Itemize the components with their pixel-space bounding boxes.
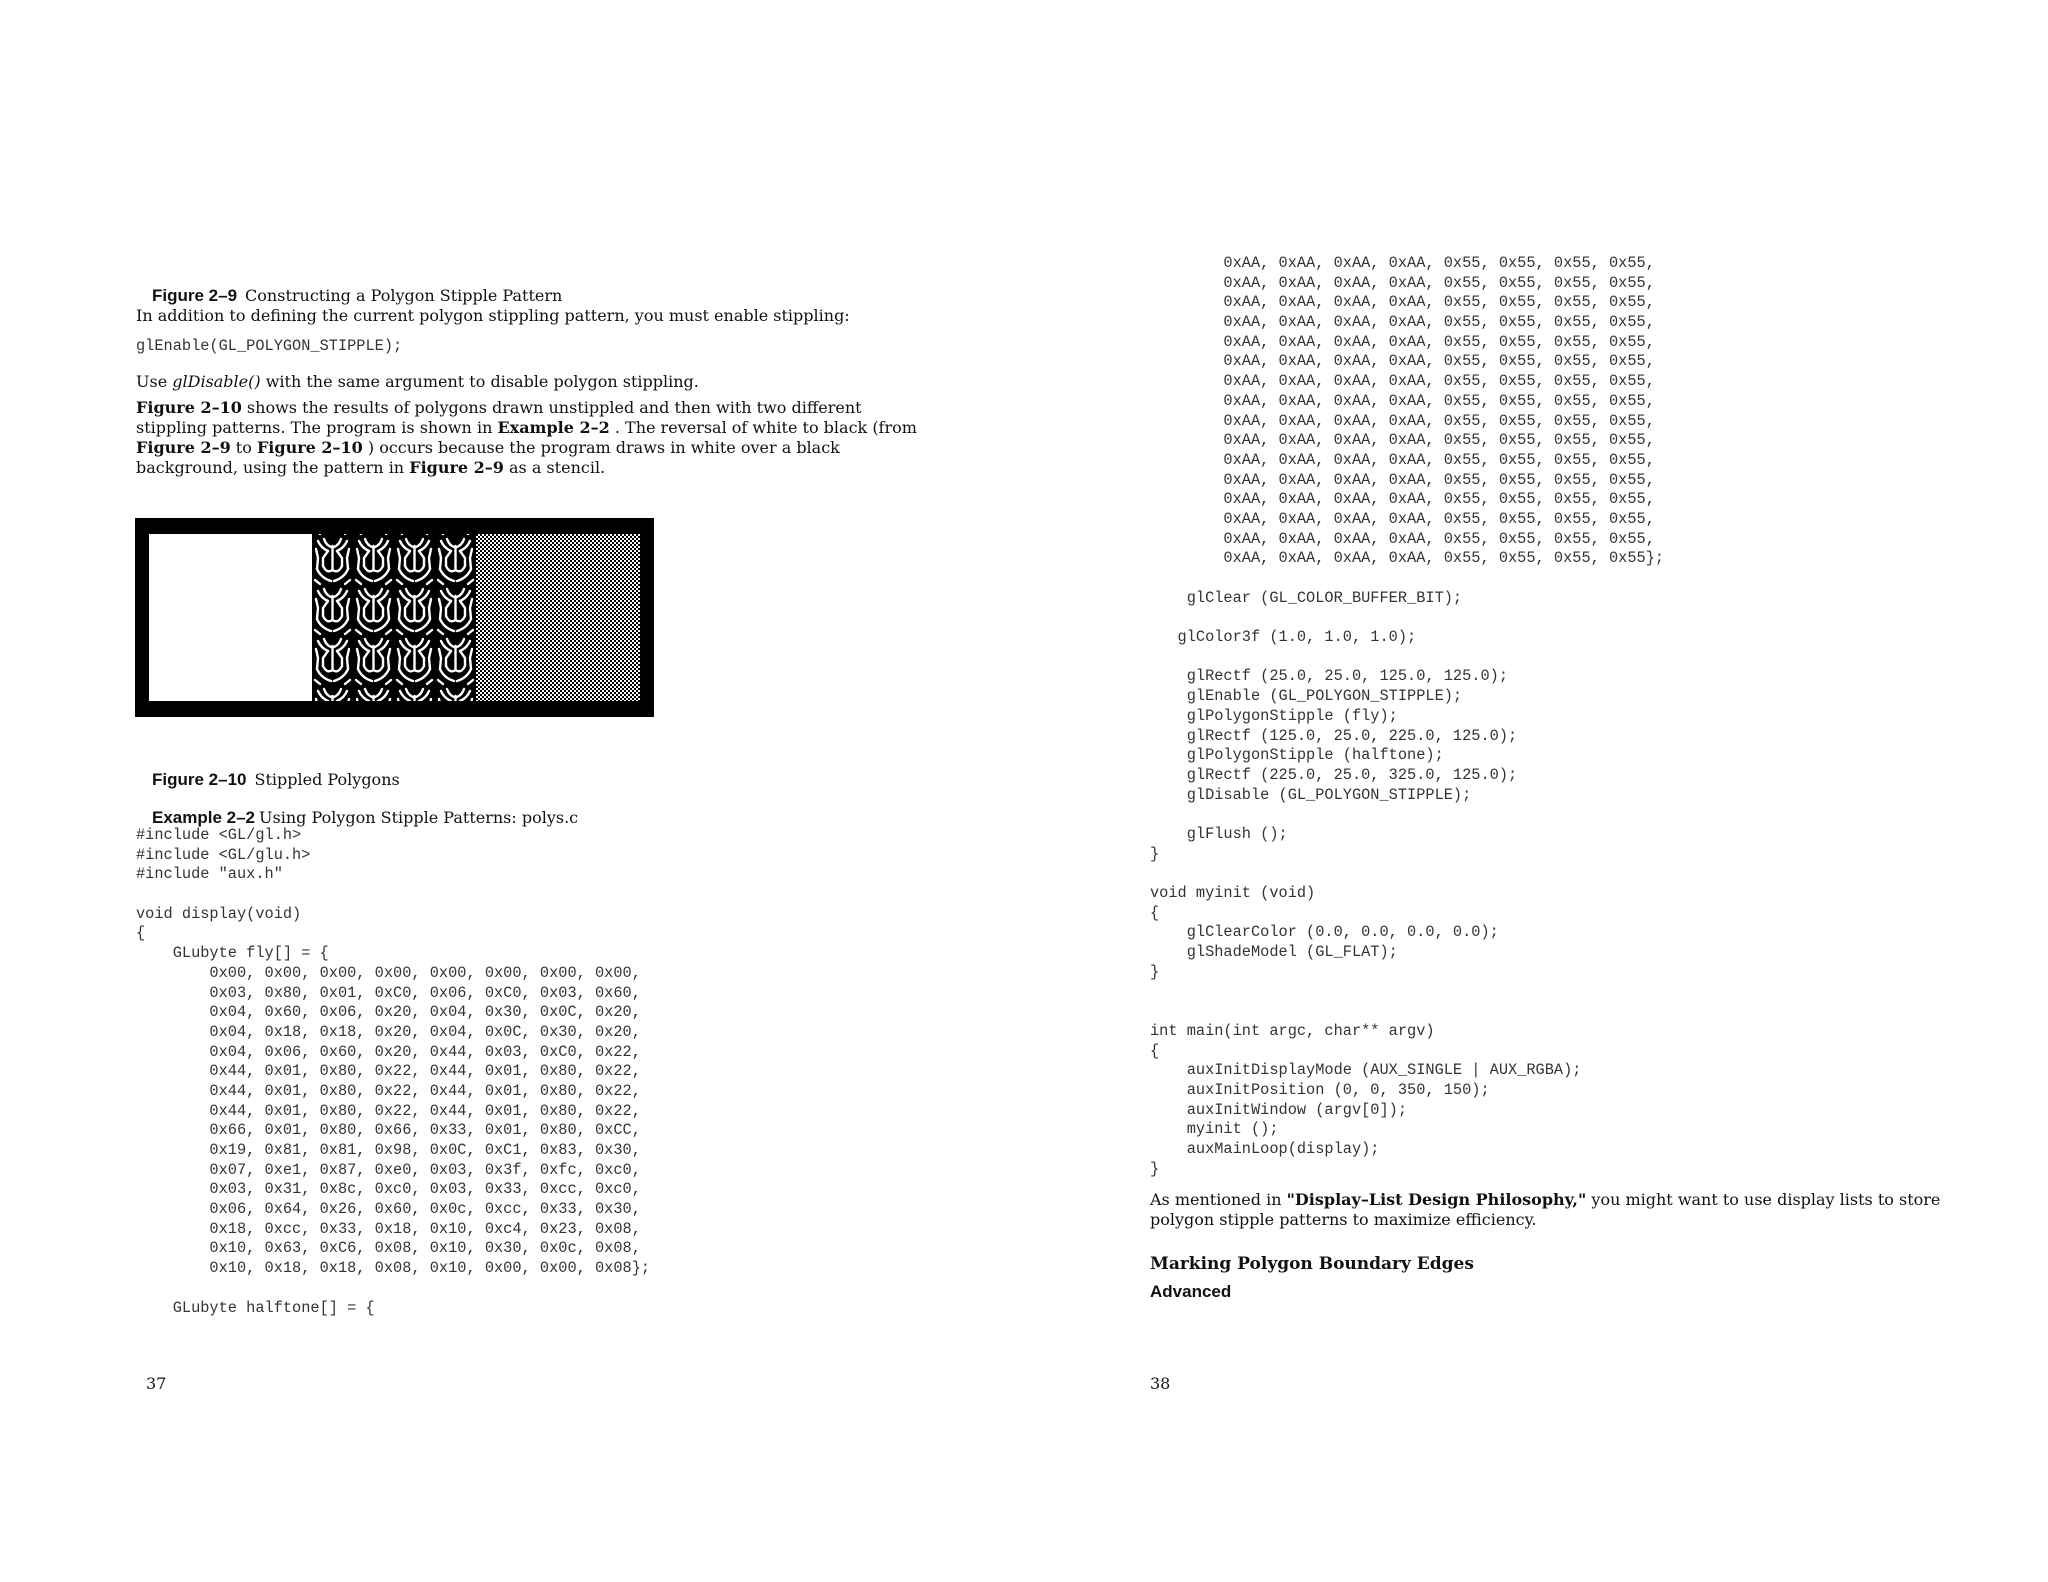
- text-segment: Use: [136, 372, 173, 391]
- paragraph-enable-stippling: In addition to defining the current polygon stippling pattern, you must enable stippling:: [136, 306, 850, 325]
- code-line: 0x03, 0x80, 0x01, 0xC0, 0x06, 0xC0, 0x03, 0x60,: [136, 983, 641, 1002]
- cross-reference: "Display–List Design Philosophy,": [1286, 1190, 1587, 1209]
- code-line: 0xAA, 0xAA, 0xAA, 0xAA, 0x55, 0x55, 0x55, 0x55};: [1150, 549, 1665, 568]
- code-line: glClear (GL_COLOR_BUFFER_BIT);: [1150, 588, 1463, 607]
- code-line: 0xAA, 0xAA, 0xAA, 0xAA, 0x55, 0x55, 0x55, 0x55,: [1150, 509, 1655, 528]
- example-label: Example 2–2: [152, 808, 256, 827]
- code-line: glRectf (25.0, 25.0, 125.0, 125.0);: [1150, 667, 1509, 686]
- function-name: glDisable(): [172, 372, 261, 391]
- halftone-stipple-polygon: [476, 534, 640, 701]
- code-line: 0x66, 0x01, 0x80, 0x66, 0x33, 0x01, 0x80, 0xCC,: [136, 1121, 641, 1140]
- code-line: [1150, 569, 1664, 589]
- text-segment: to: [230, 438, 257, 457]
- code-line: glEnable (GL_POLYGON_STIPPLE);: [1150, 687, 1463, 706]
- code-line: 0x18, 0xcc, 0x33, 0x18, 0x10, 0xc4, 0x23, 0x08,: [136, 1219, 641, 1238]
- cross-reference: Figure 2–9: [136, 438, 231, 457]
- code-line: {: [136, 924, 146, 943]
- code-line: glRectf (225.0, 25.0, 325.0, 125.0);: [1150, 765, 1518, 784]
- example-title: Using Polygon Stipple Patterns: polys.c: [259, 808, 579, 827]
- fly-pattern-image: [312, 534, 476, 701]
- code-line: [1150, 982, 1664, 1002]
- code-line: glDisable (GL_POLYGON_STIPPLE);: [1150, 785, 1472, 804]
- code-line: 0xAA, 0xAA, 0xAA, 0xAA, 0x55, 0x55, 0x55, 0x55,: [1150, 372, 1655, 391]
- text-segment: ) occurs because the program draws in white over a black background, using the pattern in: [136, 438, 840, 477]
- cross-reference: Figure 2–10: [136, 398, 242, 417]
- figure-title: Constructing a Polygon Stipple Pattern: [245, 286, 563, 305]
- code-line: glPolygonStipple (halftone);: [1150, 746, 1444, 765]
- code-line: 0x07, 0xe1, 0x87, 0xe0, 0x03, 0x3f, 0xfc, 0xc0,: [136, 1160, 641, 1179]
- code-line: 0xAA, 0xAA, 0xAA, 0xAA, 0x55, 0x55, 0x55, 0x55,: [1150, 254, 1655, 272]
- text-segment: with the same argument to disable polygon stippling.: [260, 372, 699, 391]
- text-segment: shows the results of polygons drawn unstippled and then with two different stippling patterns. The program is shown in: [136, 398, 862, 437]
- code-line: 0x06, 0x64, 0x26, 0x60, 0x0c, 0xcc, 0x33, 0x30,: [136, 1200, 641, 1219]
- code-line: int main(int argc, char** argv): [1150, 1021, 1435, 1040]
- code-line: 0xAA, 0xAA, 0xAA, 0xAA, 0x55, 0x55, 0x55, 0x55,: [1150, 293, 1655, 312]
- code-line: [136, 885, 650, 905]
- code-line: [1150, 648, 1664, 668]
- code-line: glRectf (125.0, 25.0, 225.0, 125.0);: [1150, 726, 1518, 745]
- code-line: auxInitDisplayMode (AUX_SINGLE | AUX_RGBA);: [1150, 1061, 1582, 1080]
- code-line: 0xAA, 0xAA, 0xAA, 0xAA, 0x55, 0x55, 0x55, 0x55,: [1150, 431, 1655, 450]
- right-page: [1024, 0, 2048, 1582]
- code-line: 0xAA, 0xAA, 0xAA, 0xAA, 0x55, 0x55, 0x55, 0x55,: [1150, 313, 1655, 332]
- code-line: 0x04, 0x18, 0x18, 0x20, 0x04, 0x0C, 0x30, 0x20,: [136, 1022, 641, 1041]
- code-line: #include <GL/gl.h>: [136, 826, 302, 844]
- code-line: [136, 1279, 650, 1299]
- code-line: GLubyte halftone[] = {: [136, 1298, 375, 1317]
- code-line: 0xAA, 0xAA, 0xAA, 0xAA, 0x55, 0x55, 0x55, 0x55,: [1150, 490, 1655, 509]
- code-line: 0xAA, 0xAA, 0xAA, 0xAA, 0x55, 0x55, 0x55, 0x55,: [1150, 411, 1655, 430]
- page-number: 37: [146, 1374, 167, 1393]
- code-line: glShadeModel (GL_FLAT);: [1150, 943, 1398, 962]
- code-line: [1150, 1002, 1664, 1022]
- code-listing-right: [1150, 254, 1664, 1179]
- code-line: 0x44, 0x01, 0x80, 0x22, 0x44, 0x01, 0x80, 0x22,: [136, 1101, 641, 1120]
- cross-reference: Example 2–2: [497, 418, 610, 437]
- advanced-label: Advanced: [1150, 1282, 1232, 1301]
- code-line: 0x10, 0x63, 0xC6, 0x08, 0x10, 0x30, 0x0c, 0x08,: [136, 1239, 641, 1258]
- code-line: {: [1150, 1041, 1160, 1060]
- code-line: #include <GL/glu.h>: [136, 845, 311, 864]
- code-line: 0x19, 0x81, 0x81, 0x98, 0x0C, 0xC1, 0x83, 0x30,: [136, 1141, 641, 1159]
- code-listing-left: [136, 826, 650, 1318]
- code-line: auxInitWindow (argv[0]);: [1150, 1100, 1408, 1119]
- code-line: 0xAA, 0xAA, 0xAA, 0xAA, 0x55, 0x55, 0x55, 0x55,: [1150, 450, 1655, 469]
- code-line: auxMainLoop(display);: [1150, 1139, 1380, 1158]
- code-line: 0x04, 0x60, 0x06, 0x20, 0x04, 0x30, 0x0C, 0x20,: [136, 1003, 641, 1022]
- unstippled-polygon: [149, 534, 312, 701]
- figure-label: Figure 2–9: [152, 286, 238, 305]
- code-line: [1150, 805, 1664, 825]
- code-line: auxInitPosition (0, 0, 350, 150);: [1150, 1080, 1490, 1099]
- code-line: 0xAA, 0xAA, 0xAA, 0xAA, 0x55, 0x55, 0x55, 0x55,: [1150, 529, 1655, 548]
- code-line: 0xAA, 0xAA, 0xAA, 0xAA, 0x55, 0x55, 0x55, 0x55,: [1150, 352, 1655, 371]
- cross-reference: Figure 2–9: [409, 458, 504, 477]
- code-line: GLubyte fly[] = {: [136, 944, 329, 963]
- code-line: myinit ();: [1150, 1120, 1279, 1139]
- text-segment: as a stencil.: [503, 458, 606, 477]
- code-line: glColor3f (1.0, 1.0, 1.0);: [1150, 628, 1417, 647]
- cross-reference: Figure 2–10: [256, 438, 363, 457]
- code-line: [1150, 608, 1664, 628]
- text-segment: you might want to use display lists to store polygon stipple patterns to maximize efficiency.: [1150, 1190, 1941, 1229]
- figure-title: Stippled Polygons: [254, 770, 400, 789]
- paragraph-display-lists: [1150, 1190, 1950, 1230]
- code-line: 0xAA, 0xAA, 0xAA, 0xAA, 0x55, 0x55, 0x55, 0x55,: [1150, 332, 1655, 351]
- code-line: 0xAA, 0xAA, 0xAA, 0xAA, 0x55, 0x55, 0x55, 0x55,: [1150, 273, 1655, 292]
- code-line: 0x03, 0x31, 0x8c, 0xc0, 0x03, 0x33, 0xcc, 0xc0,: [136, 1180, 641, 1199]
- code-line: 0x44, 0x01, 0x80, 0x22, 0x44, 0x01, 0x80, 0x22,: [136, 1081, 641, 1100]
- stippled-polygons-figure: [135, 518, 654, 717]
- fly-stipple-polygon: [312, 534, 476, 701]
- code-line: void display(void): [136, 904, 302, 923]
- code-line: {: [1150, 903, 1160, 922]
- page-number: 38: [1150, 1374, 1171, 1393]
- code-line: glPolygonStipple (fly);: [1150, 706, 1398, 725]
- code-line: }: [1150, 962, 1160, 981]
- code-line: #include "aux.h": [136, 865, 283, 884]
- code-line: 0x04, 0x06, 0x60, 0x20, 0x44, 0x03, 0xC0, 0x22,: [136, 1042, 641, 1061]
- paragraph-results: [136, 398, 926, 478]
- code-line: 0xAA, 0xAA, 0xAA, 0xAA, 0x55, 0x55, 0x55, 0x55,: [1150, 470, 1655, 489]
- figure-label: Figure 2–10: [152, 770, 247, 789]
- code-line: 0x10, 0x18, 0x18, 0x08, 0x10, 0x00, 0x00, 0x08};: [136, 1259, 651, 1278]
- code-line: 0x44, 0x01, 0x80, 0x22, 0x44, 0x01, 0x80, 0x22,: [136, 1062, 641, 1081]
- code-line: [1150, 864, 1664, 884]
- code-line: 0x00, 0x00, 0x00, 0x00, 0x00, 0x00, 0x00, 0x00,: [136, 963, 641, 982]
- code-line: 0xAA, 0xAA, 0xAA, 0xAA, 0x55, 0x55, 0x55, 0x55,: [1150, 391, 1655, 410]
- code-line: }: [1150, 844, 1160, 863]
- code-line: glClearColor (0.0, 0.0, 0.0, 0.0);: [1150, 923, 1499, 942]
- text-segment: . The reversal of white to black (from: [609, 418, 917, 437]
- code-line: glFlush ();: [1150, 824, 1288, 843]
- code-gl-enable: glEnable(GL_POLYGON_STIPPLE);: [136, 337, 403, 355]
- code-line: }: [1150, 1159, 1160, 1178]
- section-heading: Marking Polygon Boundary Edges: [1150, 1254, 1474, 1274]
- paragraph-disable-stippling: [136, 372, 936, 392]
- text-segment: As mentioned in: [1150, 1190, 1287, 1209]
- code-line: void myinit (void): [1150, 884, 1316, 902]
